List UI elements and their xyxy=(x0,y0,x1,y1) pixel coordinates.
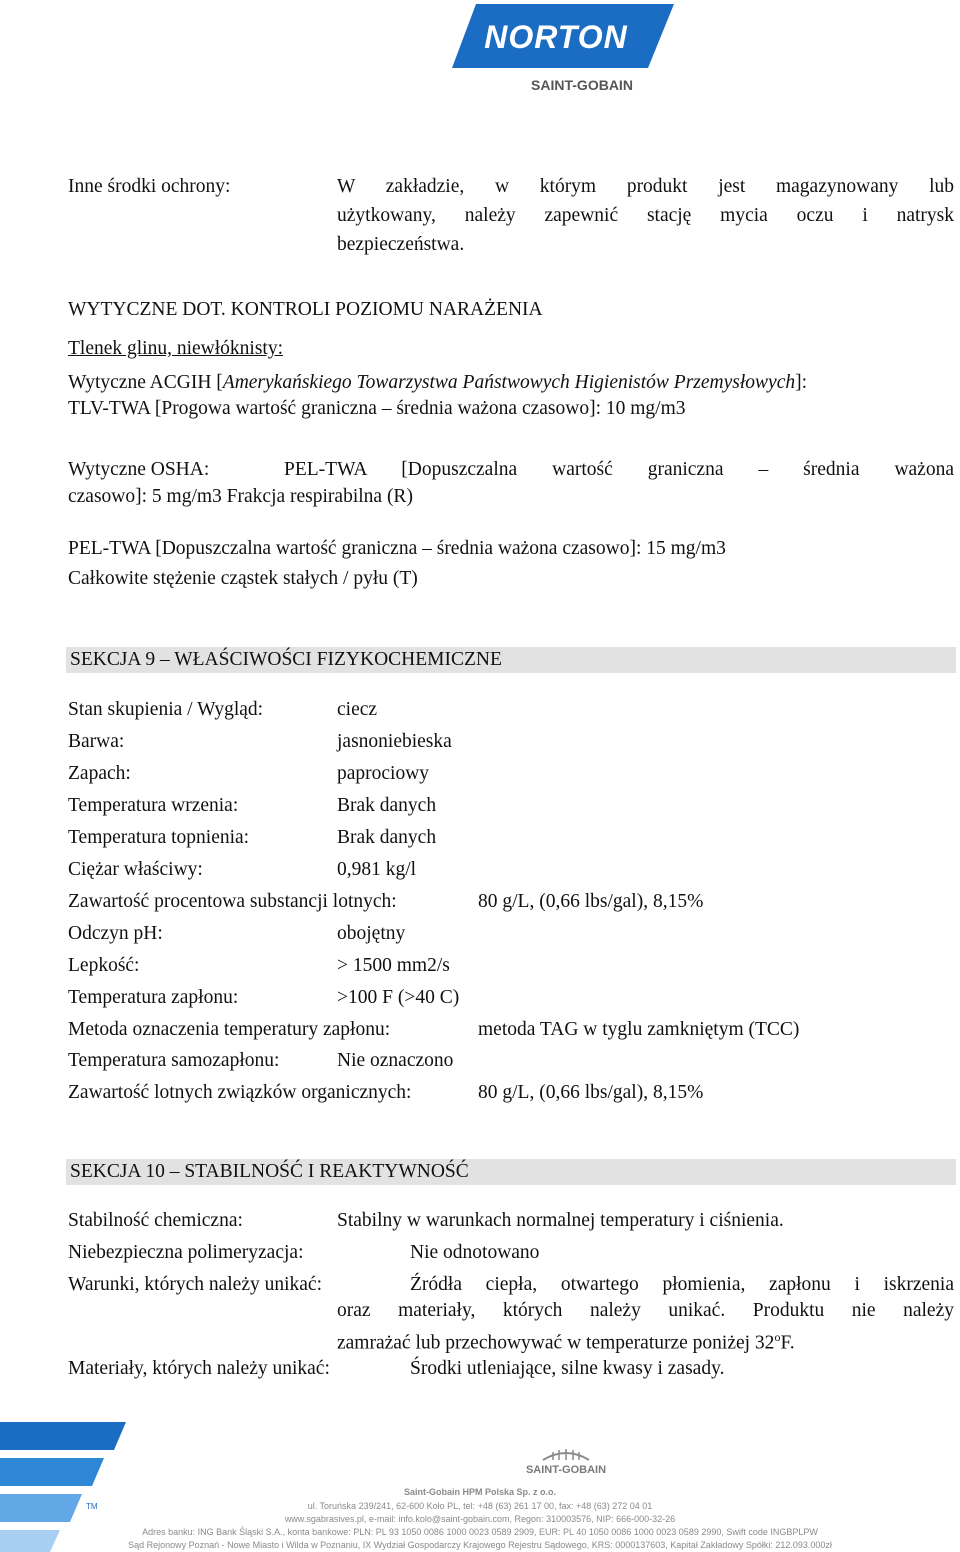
avoid-conditions-line3 xyxy=(337,1324,795,1357)
footer-line3: Adres banku: ING Bank Śląski S.A., konta bankowe: PLN: PL 93 1050 0086 1000 0023 0589 2909, EUR: PL 40 1050 0086 1000 0023 0589 2990, Swift code INGBPLPW xyxy=(142,1527,818,1537)
prop-label: Zawartość lotnych związków organicznych: xyxy=(68,1082,412,1103)
footer-line2: www.sgabrasives.pl, e-mail: info.kolo@saint-gobain.com, Regon: 310003576, NIP: 666-000-32-26 xyxy=(284,1514,676,1524)
avoid-conditions-line3-end: F. xyxy=(780,1332,795,1354)
saint-gobain-footer-text: SAINT-GOBAIN xyxy=(525,1464,607,1476)
exposure-title: WYTYCZNE DOT. KONTROLI POZIOMU NARAŻENIA xyxy=(68,299,543,320)
norton-logo xyxy=(452,4,674,96)
avoid-conditions-label: Warunki, których należy unikać: xyxy=(68,1274,323,1295)
pel-line1: PEL-TWA [Dopuszczalna wartość graniczna – średnia ważona czasowo]: 15 mg/m3 xyxy=(68,538,726,559)
prop-label: Odczyn pH: xyxy=(68,923,163,944)
stability-value: Stabilny w warunkach normalnej temperatury i ciśnienia. xyxy=(337,1210,784,1231)
prop-label: Temperatura wrzenia: xyxy=(68,795,239,816)
stability-label: Stabilność chemiczna: xyxy=(68,1210,243,1231)
prop-label: Stan skupienia / Wygląd: xyxy=(68,699,264,720)
norton-logo-text: NORTON xyxy=(484,19,628,55)
saint-gobain-logo-text: SAINT-GOBAIN xyxy=(531,77,633,93)
prop-value: paprociowy xyxy=(337,763,430,784)
footer-line4: Sąd Rejonowy Poznań - Nowe Miasto i Wilda w Poznaniu, IX Wydział Gospodarczy Krajowego Rejestru Sądowego, KRS: 0000137603, Kapitał Zakładowy Spółki: 212.093.000zł xyxy=(128,1540,832,1550)
prop-value: Brak danych xyxy=(337,795,437,816)
prop-label: Zawartość procentowa substancji lotnych: xyxy=(68,891,397,912)
acgih-line xyxy=(68,370,807,396)
prop-value: 80 g/L, (0,66 lbs/gal), 8,15% xyxy=(478,1082,704,1103)
prop-value: 0,981 kg/l xyxy=(337,859,417,880)
materials-value: Środki utleniające, silne kwasy i zasady. xyxy=(410,1358,725,1379)
prop-label: Temperatura samozapłonu: xyxy=(68,1050,280,1071)
prop-label: Lepkość: xyxy=(68,955,140,976)
polymerization-value: Nie odnotowano xyxy=(410,1242,540,1263)
acgih-suffix: ]: xyxy=(795,372,808,393)
other-protection-label: Inne środki ochrony: xyxy=(68,176,231,197)
section10-title: SEKCJA 10 – STABILNOŚĆ I REAKTYWNOŚĆ xyxy=(70,1161,469,1182)
footer-company: Saint-Gobain HPM Polska Sp. z o.o. xyxy=(403,1487,556,1497)
prop-value: >100 F (>40 C) xyxy=(337,987,460,1008)
pel-line2: Całkowite stężenie cząstek stałych / pyłu (T) xyxy=(68,568,418,589)
osha-line1: PEL-TWA [Dopuszczalna wartość graniczna – średnia ważona xyxy=(284,459,954,480)
prop-value: jasnoniebieska xyxy=(337,731,452,752)
degree-superscript: o xyxy=(774,1330,781,1344)
trademark-mark: TM xyxy=(86,1502,98,1511)
osha-line2: czasowo]: 5 mg/m3 Frakcja respirabilna (R) xyxy=(68,486,413,507)
prop-value: 80 g/L, (0,66 lbs/gal), 8,15% xyxy=(478,891,704,912)
other-protection-line3: bezpieczeństwa. xyxy=(337,234,465,255)
prop-value: > 1500 mm2/s xyxy=(337,955,450,976)
tlv-line: TLV-TWA [Progowa wartość graniczna – średnia ważona czasowo]: 10 mg/m3 xyxy=(68,398,686,419)
prop-value: ciecz xyxy=(337,699,378,720)
prop-value: Nie oznaczono xyxy=(337,1050,454,1071)
section9-header xyxy=(66,647,956,673)
polymerization-label: Niebezpieczna polimeryzacja: xyxy=(68,1242,304,1263)
acgih-prefix: Wytyczne ACGIH [ xyxy=(68,372,223,393)
prop-label: Barwa: xyxy=(68,731,125,752)
materials-label: Materiały, których należy unikać: xyxy=(68,1358,330,1379)
prop-label: Zapach: xyxy=(68,763,131,784)
avoid-conditions-line3-text: zamrażać lub przechowywać w temperaturze poniżej 32 xyxy=(337,1332,775,1354)
substance-heading: Tlenek glinu, niewłóknisty: xyxy=(68,338,284,359)
section9-title: SEKCJA 9 – WŁAŚCIWOŚCI FIZYKOCHEMICZNE xyxy=(70,649,502,670)
footer-line1: ul. Toruńska 239/241, 62-600 Koło PL, tel: +48 (63) 261 17 00, fax: +48 (63) 272 04 01 xyxy=(307,1501,653,1511)
other-protection-line2: użytkowany, należy zapewnić stację mycia oczu i natrysk xyxy=(337,205,954,226)
prop-label: Ciężar właściwy: xyxy=(68,859,203,880)
avoid-conditions-line1: Źródła ciepła, otwartego płomienia, zapłonu i iskrzenia xyxy=(410,1274,954,1295)
prop-value: Brak danych xyxy=(337,827,437,848)
section10-header xyxy=(66,1159,956,1185)
avoid-conditions-line2: oraz materiały, których należy unikać. Produktu nie należy xyxy=(337,1300,954,1321)
prop-label: Metoda oznaczenia temperatury zapłonu: xyxy=(68,1019,391,1040)
other-protection-line1: W zakładzie, w którym produkt jest magazynowany lub xyxy=(337,176,954,197)
osha-label: Wytyczne OSHA: xyxy=(68,459,210,480)
prop-value: metoda TAG w tyglu zamkniętym (TCC) xyxy=(478,1019,800,1040)
saint-gobain-footer-logo xyxy=(523,1446,609,1476)
acgih-italic: Amerykańskiego Towarzystwa Państwowych Higienistów Przemysłowych xyxy=(222,372,796,393)
prop-value: obojętny xyxy=(337,923,406,944)
prop-label: Temperatura zapłonu: xyxy=(68,987,239,1008)
prop-label: Temperatura topnienia: xyxy=(68,827,250,848)
